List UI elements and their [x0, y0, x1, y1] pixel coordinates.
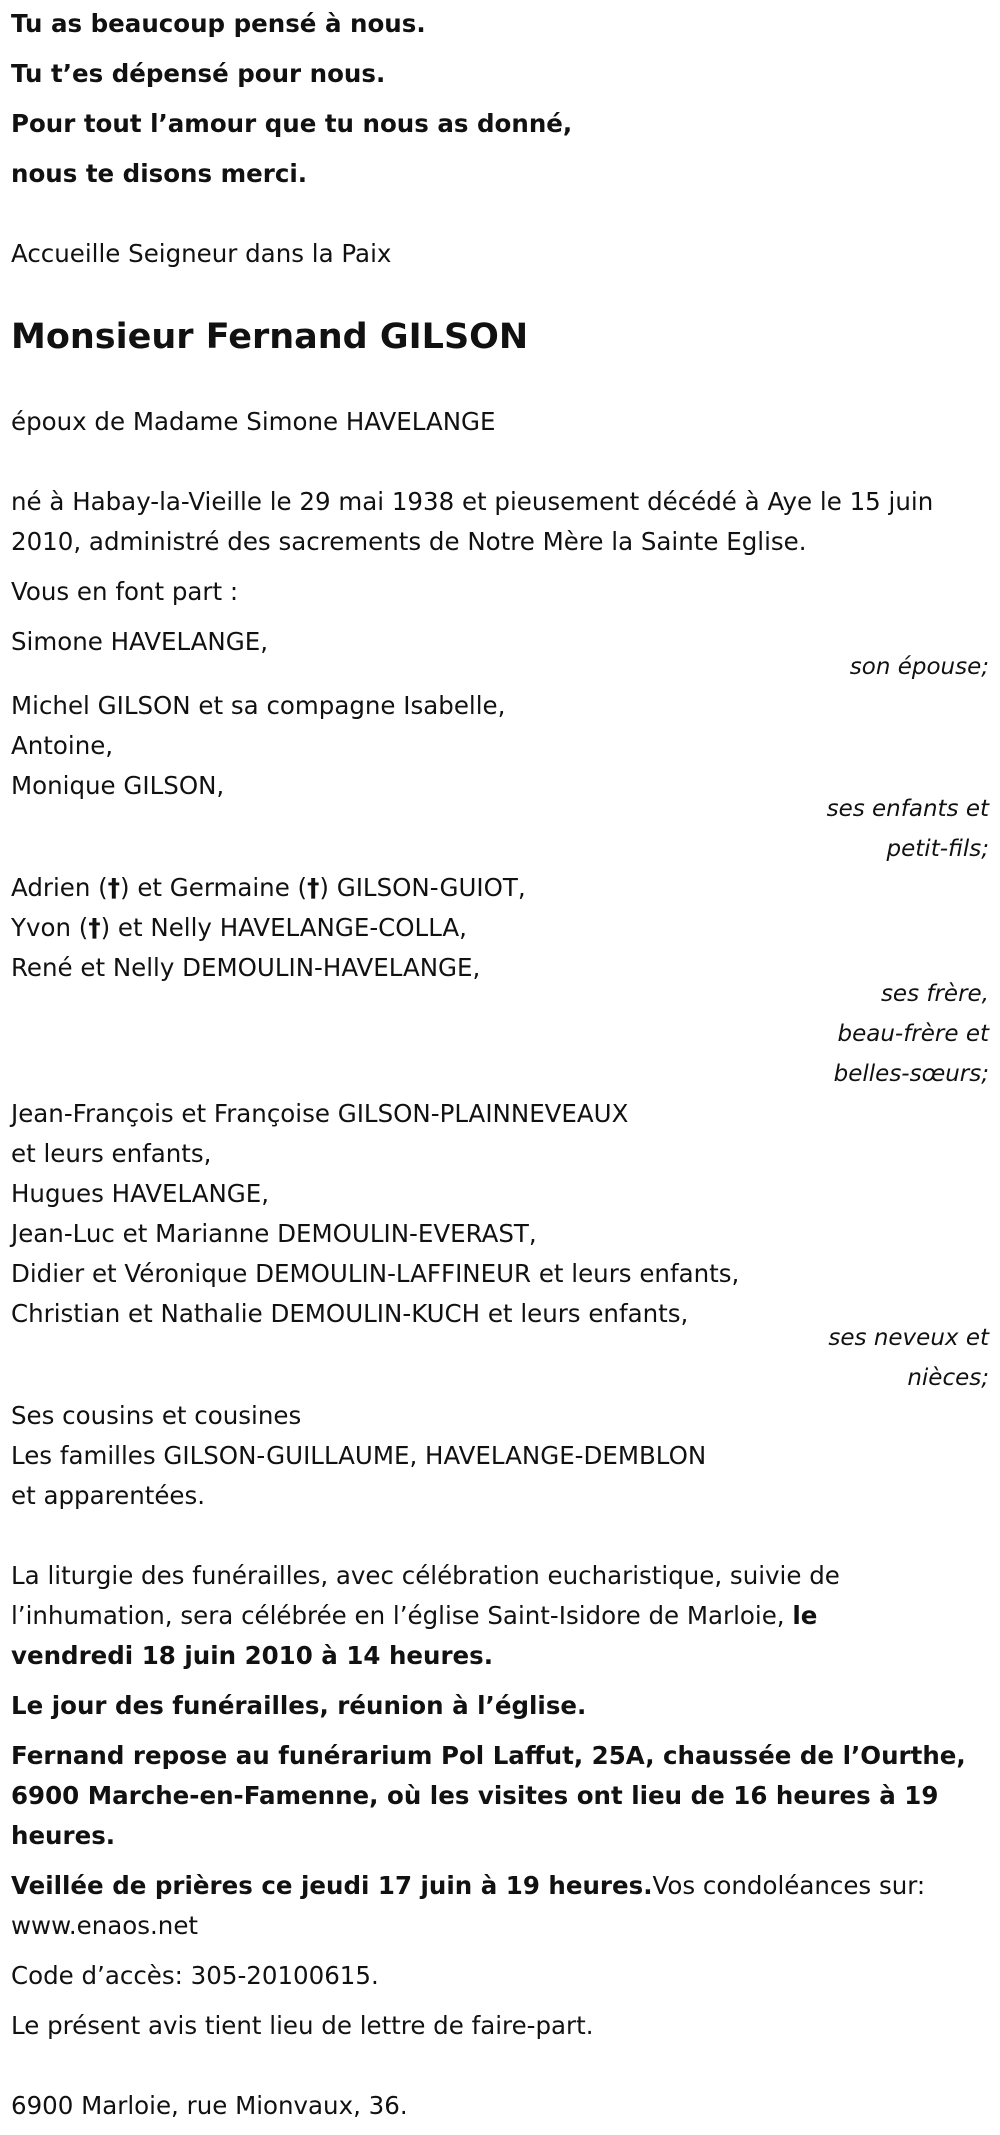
- funerarium-line: 6900 Marche-en-Famenne, où les visites ont lieu de 16 heures à 19: [11, 1781, 939, 1810]
- relation-label: petit-fils;: [886, 836, 989, 862]
- relation-label: belles-sœurs;: [833, 1061, 989, 1087]
- meeting-line: Le jour des funérailles, réunion à l’église.: [11, 1691, 587, 1720]
- relation-label: son épouse;: [849, 654, 989, 680]
- poem-line: Pour tout l’amour que tu nous as donné,: [11, 109, 573, 138]
- family-member: Yvon (†) et Nelly HAVELANGE-COLLA,: [11, 913, 467, 942]
- liturgy-line: l’inhumation, sera célébrée en l’église Saint-Isidore de Marloie, le: [11, 1601, 818, 1630]
- announcers-intro: Vous en font part :: [11, 577, 239, 606]
- family-member: Christian et Nathalie DEMOULIN-KUCH et leurs enfants,: [11, 1299, 689, 1328]
- notice-line: Le présent avis tient lieu de lettre de faire-part.: [11, 2011, 594, 2040]
- funerarium-line: Fernand repose au funérarium Pol Laffut, 25A, chaussée de l’Ourthe,: [11, 1741, 966, 1770]
- cross-icon: †: [88, 913, 101, 942]
- access-code: Code d’accès: 305-20100615.: [11, 1961, 379, 1990]
- family-member: Didier et Véronique DEMOULIN-LAFFINEUR et leurs enfants,: [11, 1259, 740, 1288]
- poem-line: Tu as beaucoup pensé à nous.: [11, 9, 426, 38]
- family-member: René et Nelly DEMOULIN-HAVELANGE,: [11, 953, 481, 982]
- cross-icon: †: [307, 873, 320, 902]
- family-member: Simone HAVELANGE,: [11, 627, 269, 656]
- relation-label: ses frère,: [880, 981, 989, 1007]
- relation-label: nièces;: [907, 1365, 989, 1391]
- relation-label: beau-frère et: [837, 1021, 989, 1047]
- funerarium-line: heures.: [11, 1821, 116, 1850]
- liturgy-line: La liturgie des funérailles, avec célébration eucharistique, suivie de: [11, 1561, 840, 1590]
- extended-family-line: et apparentées.: [11, 1481, 206, 1510]
- poem-line: nous te disons merci.: [11, 159, 308, 188]
- family-member: Michel GILSON et sa compagne Isabelle,: [11, 691, 506, 720]
- extended-family-line: Ses cousins et cousines: [11, 1401, 302, 1430]
- spouse-line: époux de Madame Simone HAVELANGE: [11, 407, 496, 436]
- prayer-line: Accueille Seigneur dans la Paix: [11, 239, 392, 268]
- birth-death-line: 2010, administré des sacrements de Notre Mère la Sainte Eglise.: [11, 527, 807, 556]
- extended-family-line: Les familles GILSON-GUILLAUME, HAVELANGE-DEMBLON: [11, 1441, 707, 1470]
- liturgy-date: vendredi 18 juin 2010 à 14 heures.: [11, 1641, 494, 1670]
- poem-line: Tu t’es dépensé pour nous.: [11, 59, 386, 88]
- condolences-website[interactable]: www.enaos.net: [11, 1911, 199, 1940]
- family-member: Jean-François et Françoise GILSON-PLAINNEVEAUX: [11, 1099, 629, 1128]
- family-member: Jean-Luc et Marianne DEMOULIN-EVERAST,: [11, 1219, 537, 1248]
- birth-death-line: né à Habay-la-Vieille le 29 mai 1938 et pieusement décédé à Aye le 15 juin: [11, 487, 934, 516]
- family-member: Hugues HAVELANGE,: [11, 1179, 270, 1208]
- family-member: Antoine,: [11, 731, 114, 760]
- family-member: et leurs enfants,: [11, 1139, 212, 1168]
- vigil-line: Veillée de prières ce jeudi 17 juin à 19 heures.Vos condoléances sur:: [11, 1871, 926, 1900]
- cross-icon: †: [107, 873, 120, 902]
- relation-label: ses neveux et: [828, 1325, 989, 1351]
- relation-label: ses enfants et: [826, 796, 989, 822]
- address-line: 6900 Marloie, rue Mionvaux, 36.: [11, 2091, 408, 2120]
- deceased-name: Monsieur Fernand GILSON: [11, 317, 529, 357]
- family-member: Monique GILSON,: [11, 771, 225, 800]
- family-member: Adrien (†) et Germaine (†) GILSON-GUIOT,: [11, 873, 526, 902]
